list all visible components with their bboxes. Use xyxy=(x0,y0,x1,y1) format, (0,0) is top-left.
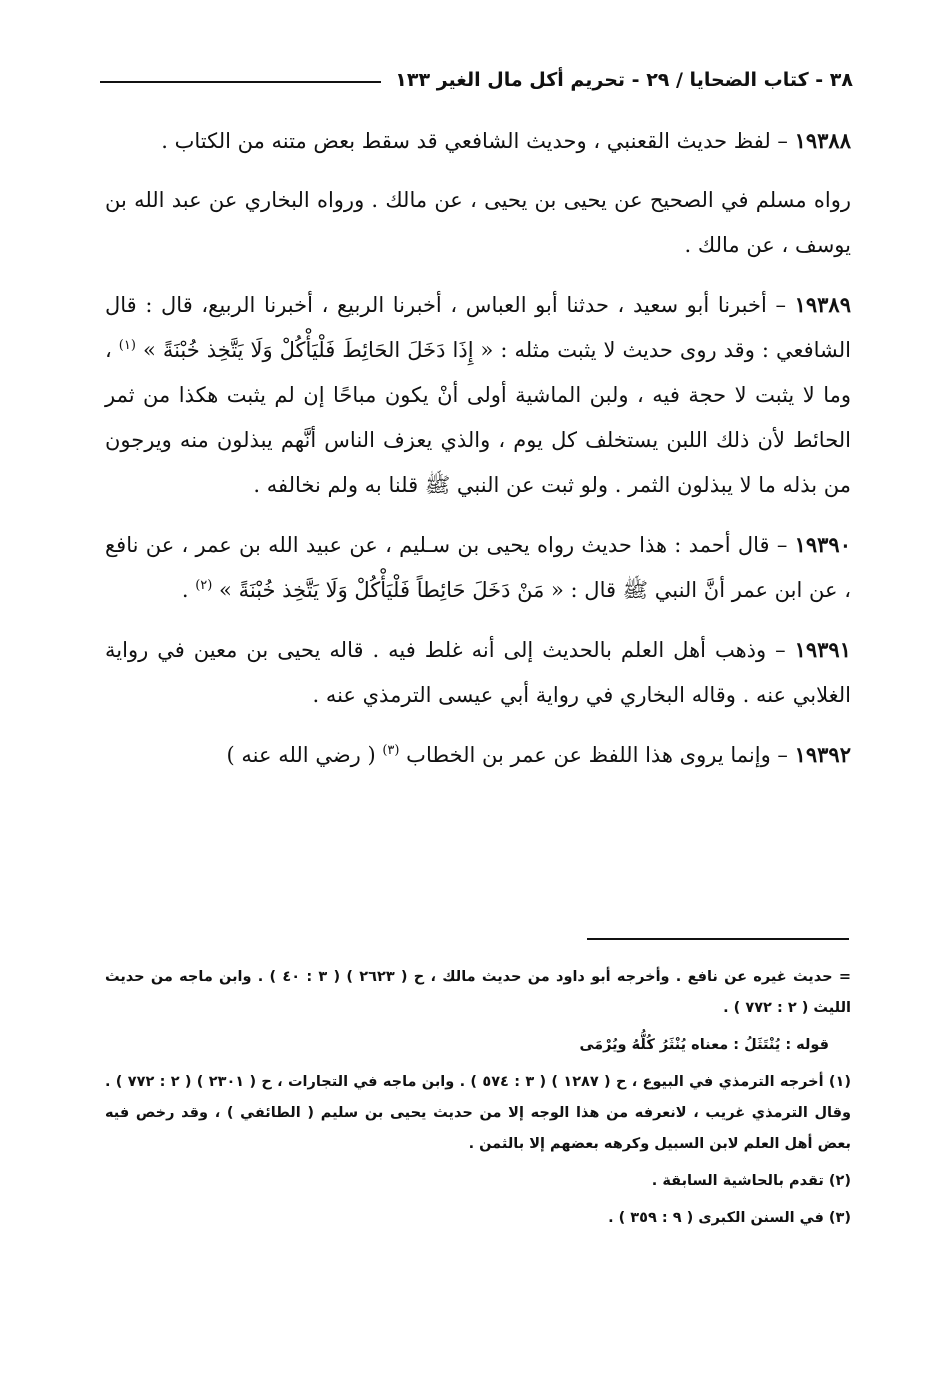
paragraph-text-tail: ، وما لا يثبت لا حجة فيه ، ولبن الماشية أولى أنْ يكون مباحًا إن لم يثبت هكذا من ثمر الحائط لأن ذلك اللبن يستخلف كل يوم ، والذي يعزف الناس أنَّهم يبذلون منه ويرجون من بذله ما لا يبذلون الثمر . ولو ثبت عن النبي ﷺ قلنا به ولم نخالفه . xyxy=(105,338,851,497)
paragraph-number: ١٩٣٨٨ xyxy=(794,128,851,153)
paragraph-19388 xyxy=(105,118,851,164)
paragraph-number: ١٩٣٨٩ xyxy=(794,292,851,317)
paragraph-19392 xyxy=(105,732,851,778)
paragraph-text: رواه مسلم في الصحيح عن يحيى بن يحيى ، عن مالك . ورواه البخاري عن عبد الله بن يوسف ، عن مالك . xyxy=(105,188,851,257)
footnote-ref-2[interactable]: (٢) xyxy=(195,578,213,593)
footnote-1: (١) أخرجه الترمذي في البيوع ، ح ( ١٢٨٧ ) ( ٣ : ٥٧٤ ) . وابن ماجه في التجارات ، ح ( ٢٣٠١ ) ( ٢ : ٧٧٢ ) . وقال الترمذي غريب ، لانعرفه من هذا الوجه إلا من حديث يحيى بن سليم ( الطائفي ) ، وقد رخص فيه بعض أهل العلم لابن السبيل وكرهه بعضهم إلا بالثمن . xyxy=(105,1074,851,1152)
paragraph-number: ١٩٣٩١ xyxy=(794,637,851,662)
header-rule xyxy=(100,81,381,83)
footnote-separator xyxy=(587,938,849,940)
footnote-gloss: قوله : يُنْتَثَلُ : معناه يُنْثَرُ كُلُّهُ ويُرْمَى xyxy=(579,1037,829,1053)
paragraph-text: – لفظ حديث القعنبي ، وحديث الشافعي قد سقط بعض متنه من الكتاب . xyxy=(161,129,795,153)
paragraph-narration xyxy=(105,178,851,268)
footnote-2: (٢) تقدم بالحاشية السابقة . xyxy=(651,1173,851,1189)
paragraph-text-tail: ( رضي الله عنه ) xyxy=(226,743,383,767)
header-title: ٣٨ - كتاب الضحايا / ٢٩ - تحريم أكل مال الغير ١٣٣ xyxy=(395,69,853,91)
paragraph-text: – قال أحمد : هذا حديث رواه يحيى بن سـليم ، عن عبيد الله بن عمر ، عن نافع ، عن ابن عمر أنَّ النبي ﷺ قال : « مَنْ دَخَلَ حَائِطاً فَلْيَأْكُلْ وَلَا يَتَّخِذ خُبْنَةً » xyxy=(105,533,851,602)
paragraph-text: – أخبرنا أبو سعيد ، حدثنا أبو العباس ، أخبرنا الربيع ، أخبرنا الربيع، قال : قال الشافعي : وقد روى حديث لا يثبت مثله : « إِذَا دَخَلَ الحَائِطَ فَلْيَأْكُلْ وَلَا يَتَّخِذ خُبْنَةً » xyxy=(105,293,851,362)
paragraph-19391 xyxy=(105,627,851,718)
paragraph-text-tail: . xyxy=(181,578,196,602)
running-header xyxy=(100,62,853,98)
footnotes xyxy=(105,962,851,1240)
paragraph-19390 xyxy=(105,522,851,613)
paragraph-text: – وإنما يروى هذا اللفظ عن عمر بن الخطاب xyxy=(406,743,795,767)
paragraph-text: – وذهب أهل العلم بالحديث إلى أنه غلط فيه . قاله يحيى بن معين في رواية الغلابي عنه . وقاله البخاري في رواية أبي عيسى الترمذي عنه . xyxy=(105,638,851,707)
footnote-ref-1[interactable]: (١) xyxy=(118,338,136,353)
paragraph-number: ١٩٣٩٠ xyxy=(794,532,851,557)
paragraph-number: ١٩٣٩٢ xyxy=(794,742,851,767)
footnote-continuation: = حديث غيره عن نافع . وأخرجه أبو داود من حديث مالك ، ح ( ٢٦٢٣ ) ( ٣ : ٤٠ ) . وابن ماجه من حديث الليث ( ٢ : ٧٧٢ ) . xyxy=(105,969,851,1016)
footnote-3: (٣) في السنن الكبرى ( ٩ : ٣٥٩ ) . xyxy=(608,1210,851,1226)
footnote-ref-3[interactable]: (٣) xyxy=(382,743,400,758)
main-text xyxy=(105,118,851,792)
paragraph-19389 xyxy=(105,282,851,508)
